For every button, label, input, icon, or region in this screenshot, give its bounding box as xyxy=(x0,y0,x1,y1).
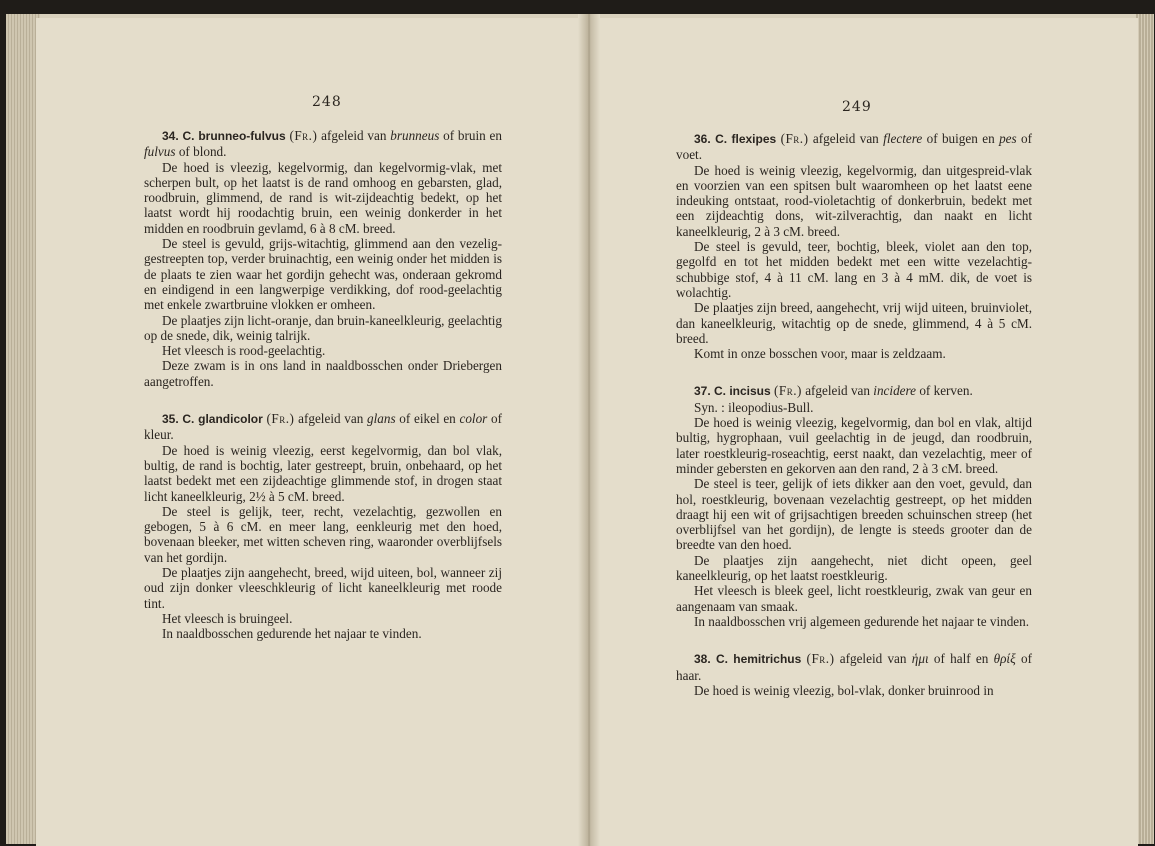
paragraph: De hoed is weinig vleezig, kegelvormig, dan bol en vlak, altijd bultig, hygrophaan, vuil geelachtig in de jeugd, dan roodbruin, later roestkleurig-roseachtig, eerst naakt, dan vezelachtig, meer of minder gebersten en gekorven aan den rand, 2 à 3 cM. breed. xyxy=(676,415,1032,476)
entry-34-heading: 34. C. brunneo-fulvus (Fr.) afgeleid van brunneus of bruin en fulvus of blond. xyxy=(144,128,503,160)
entry-37-heading: 37. C. incisus (Fr.) afgeleid van incidere of kerven. xyxy=(694,383,973,399)
paragraph: De plaatjes zijn aangehecht, breed, wijd uiteen, bol, wanneer zij oud zijn donker vleeschkleurig of licht kaneelkleurig met roode tint. xyxy=(144,565,502,611)
paragraph: De hoed is weinig vleezig, bol-vlak, donker bruinrood in xyxy=(694,682,994,698)
paragraph: De steel is gelijk, teer, recht, vezelachtig, gezwollen en gebogen, 5 à 6 cM. en meer lang, eenkleurig met den hoed, bovenaan bleeker, met witten scheven ring, waaronder overblijfsels van het gordijn. xyxy=(144,503,502,565)
book-gutter xyxy=(578,14,600,846)
paragraph: Het vleesch is rood-geelachtig. xyxy=(162,343,326,359)
entry-35-heading: 35. C. glandicolor (Fr.) afgeleid van glans of eikel en color of kleur. xyxy=(144,411,502,443)
paragraph: De hoed is weinig vleezig, kegelvormig, dan uitgespreid-vlak en voorzien van een spitsen bult waaromheen op het laatst eene indeuking ontstaat, rood-violetachtig of donkerbruin, bedekt met een zijdeachtig dons, wit-zilverachtig, dan naakt en licht kaneelkleurig, 2 à 3 cM. breed. xyxy=(676,162,1032,239)
paragraph: Het vleesch is bleek geel, licht roestkleurig, zwak van geur en aangenaam van smaak. xyxy=(676,583,1032,614)
page-number-right: 249 xyxy=(842,99,872,115)
entry-36-heading: 36. C. flexipes (Fr.) afgeleid van flectere of buigen en pes of voet. xyxy=(676,131,1033,163)
paragraph: De steel is teer, gelijk of iets dikker aan den voet, gevuld, dan hol, roestkleurig, bovenaan vezelachtig gestreept, op het midden draagt hij een wit of grijsachtigen breeden schuinschen streep (het overblijfsel van het gordijn), de lengte is steeds grooter dan de breedte van den hoed. xyxy=(676,476,1032,553)
paragraph: In naaldbosschen gedurende het najaar te vinden. xyxy=(162,626,422,642)
left-page-text xyxy=(144,128,502,642)
paragraph: De plaatjes zijn licht-oranje, dan bruin-kaneelkleurig, geelachtig op de snede, dik, weinig talrijk. xyxy=(144,312,502,343)
right-page-text xyxy=(676,131,1032,698)
paragraph: In naaldbosschen vrij algemeen gedurende het najaar te vinden. xyxy=(694,613,1030,629)
paragraph: Komt in onze bosschen voor, maar is zeldzaam. xyxy=(694,346,946,362)
paragraph: Syn. : ileopodius-Bull. xyxy=(694,399,814,415)
entry-38-heading: 38. C. hemitrichus (Fr.) afgeleid van ἡμι of half en θρίξ of haar. xyxy=(676,651,1032,683)
page-number-left: 248 xyxy=(312,94,342,110)
paragraph: Deze zwam is in ons land in naaldbosschen onder Driebergen aangetroffen. xyxy=(144,358,502,389)
paragraph: De hoed is weinig vleezig, eerst kegelvormig, dan bol vlak, bultig, de rand is bochtig, later gestreept, bruin, onbehaard, op het laatst bedekt met een zijdeachtige glimmende stof, in drogen staat licht kaneelkleurig, 2½ à 5 cM. breed. xyxy=(144,442,502,504)
paragraph: De plaatjes zijn aangehecht, niet dicht opeen, geel kaneelkleurig, op het laatst roestkleurig. xyxy=(676,552,1032,584)
paragraph: De plaatjes zijn breed, aangehecht, vrij wijd uiteen, bruinviolet, dan kaneelkleurig, witachtig op de snede, glimmend, 4 à 5 cM. breed. xyxy=(676,300,1032,346)
paragraph: De hoed is vleezig, kegelvormig, dan kegelvormig-vlak, met scherpen bult, op het laatst is de rand omhoog en gebarsten, glad, roodbruin, glimmend, de rand is wit-zijdeachtig bedekt, op het laatst wordt hij roodachtig bruin, een weinig donkerder in het midden en roodbruin gevlamd, 6 à 8 cM. breed. xyxy=(144,159,502,236)
paragraph: De steel is gevuld, grijs-witachtig, glimmend aan den vezelig-gestreepten top, verder bruinachtig, een weinig onder het midden is de plaats te zien waar het gordijn gehecht was, onderaan gekromd en eindigend in een langwerpige verdikking, dof rood-geelachtig met enkele zwartbruine vlokken er omheen. xyxy=(144,236,502,313)
paragraph: De steel is gevuld, teer, bochtig, bleek, violet aan den top, gegolfd en tot het midden bedekt met een witte vezelachtig-schubbige stof, 4 à 11 cM. lang en 3 à 4 mM. dik, de voet is wolachtig. xyxy=(676,239,1032,300)
page-edges-left xyxy=(6,14,40,844)
paragraph: Het vleesch is bruingeel. xyxy=(162,610,293,626)
page-edges-right xyxy=(1136,14,1154,844)
